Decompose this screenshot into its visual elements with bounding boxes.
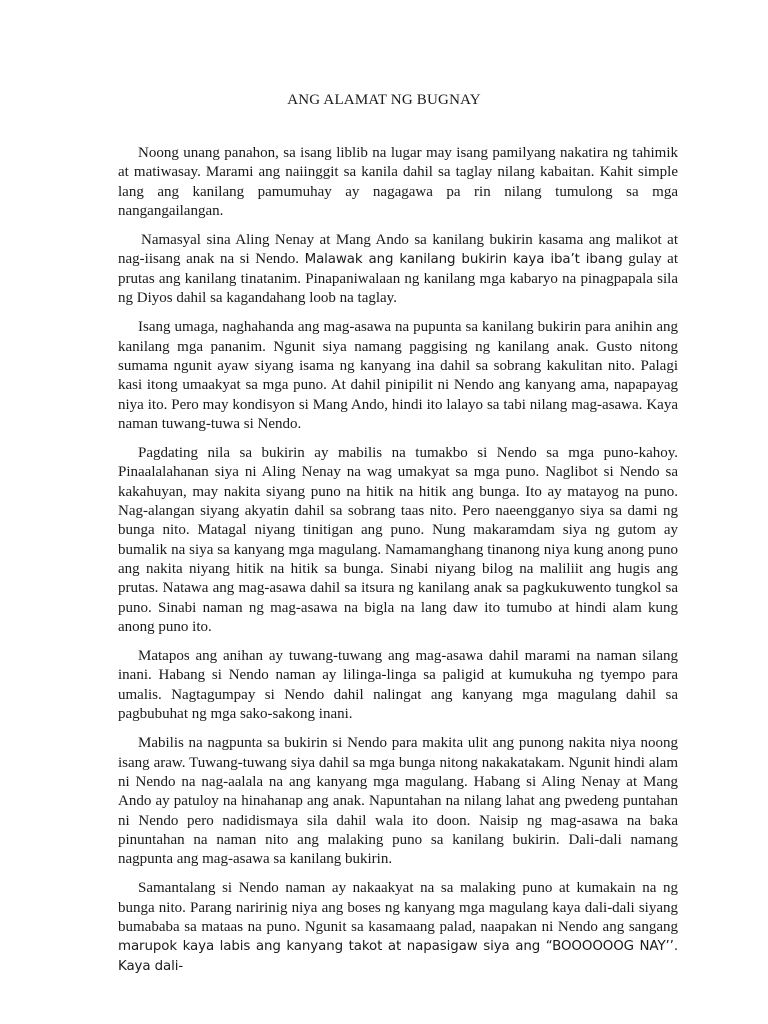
paragraph-2-part-a: Namasyal sina Aling Nenay at Mang Ando sa kanilang bukirin kasama ang malikot at nag-iisang anak na si Nendo. [118,232,678,268]
paragraph-2-part-c: gulay at prutas ang kanilang tinatanim. Pinapaniwalaan ng kanilang mga kabaryo na pinagpapala sila ng Diyos dahil sa kagandahang loob na taglay. [118,251,678,307]
paragraph-7-part-b: marupok kaya labis ang kanyang takot at napasigaw siya ang “BOOOOOOG NAY’’. Kaya dali- [118,939,678,974]
paragraph-2-part-b: Malawak ang kanilang bukirin kaya iba’t ibang [304,252,623,268]
paragraph-4: Pagdating nila sa bukirin ay mabilis na tumakbo si Nendo sa mga puno-kahoy. Pinaalalahanan siya ni Aling Nenay na wag umakyat sa mga puno. Naglibot si Nendo sa kakahuyan, may nakita siyang puno na hitik na hitik ang bunga. Ito ay matayog na puno. Nag-alangan siyang akyatin dahil sa sobrang taas nito. Pero naeengganyo siya sa dami ng bunga nito. Matagal niyang tinitigan ang puno. Nung makaramdam siya ng gutom ay bumalik na siya sa kanyang mga magulang. Namamanghang tinanong niya kung anong puno ang nakita niyang hitik na hitik sa bunga. Sinabi niyang bilog na maliliit ang hugis ang prutas. Natawa ang mag-asawa dahil sa itsura ng kanilang anak sa pagkukuwento tungkol sa puno. Sinabi naman ng mag-asawa na bigla na lang daw ito tumubo at hindi alam kung anong puno ito. [118,445,678,635]
paragraph-7 [118,879,678,975]
paragraph-7-part-a: Samantalang si Nendo naman ay nakaakyat na sa malaking puno at kumakain na ng bunga nito. Parang naririnig niya ang boses ng kanyang mga magulang kaya dali-dali siyang bumababa sa mataas na puno. Ngunit sa kasamaang palad, naapakan ni Nendo ang sangang [118,880,678,935]
paragraph-3: Isang umaga, naghahanda ang mag-asawa na pupunta sa kanilang bukirin para anihin ang kanilang mga pananim. Ngunit siya namang paggising ng kanilang anak. Gusto nitong sumama ngunit ayaw siyang isama ng kanyang ina dahil sa sobrang kakulitan nito. Palagi kasi itong umaakyat sa mga puno. At dahil pinipilit ni Nendo ang kanyang ama, napapayag niya ito. Pero may kondisyon si Mang Ando, hindi ito lalayo sa tabi nilang mag-asawa. Kaya naman tuwang-tuwa si Nendo. [118,319,678,432]
paragraph-1: Noong unang panahon, sa isang liblib na lugar may isang pamilyang nakatira ng tahimik at matiwasay. Marami ang naiinggit sa kanila dahil sa taglay nilang kabaitan. Kahit simple lang ang kanilang pamumuhay ay nagagawa pa rin nilang tumulong sa mga nangangailangan. [118,145,678,219]
paragraph-2 [118,231,678,308]
document-title: ANG ALAMAT NG BUGNAY [287,92,481,108]
paragraph-6: Mabilis na nagpunta sa bukirin si Nendo para makita ulit ang punong nakita niya noong isang araw. Tuwang-tuwang siya dahil sa mga bunga nitong nakakatakam. Ngunit hindi alam ni Nendo na nag-aalala na ang kanyang mga magulang. Habang si Aling Nenay at Mang Ando ay patuloy na hinahanap ang anak. Napuntahan na nilang lahat ang pwedeng puntahan ni Nendo pero nadidismaya sila dahil wala ito doon. Naisip ng mag-asawa na baka pinuntahan na naman nito ang malaking puno sa kanilang bukirin. Dali-dali namang nagpunta ang mag-asawa sa kanilang bukirin. [118,735,678,868]
document-body [118,144,678,986]
paragraph-5: Matapos ang anihan ay tuwang-tuwang ang mag-asawa dahil marami na naman silang inani. Habang si Nendo naman ay lilinga-linga sa paligid at kumukuha ng tyempo para umalis. Nagtagumpay si Nendo dahil nalingat ang kanyang mga magulang dahil sa pagbubuhat ng mga sako-sakong inani. [118,648,678,723]
